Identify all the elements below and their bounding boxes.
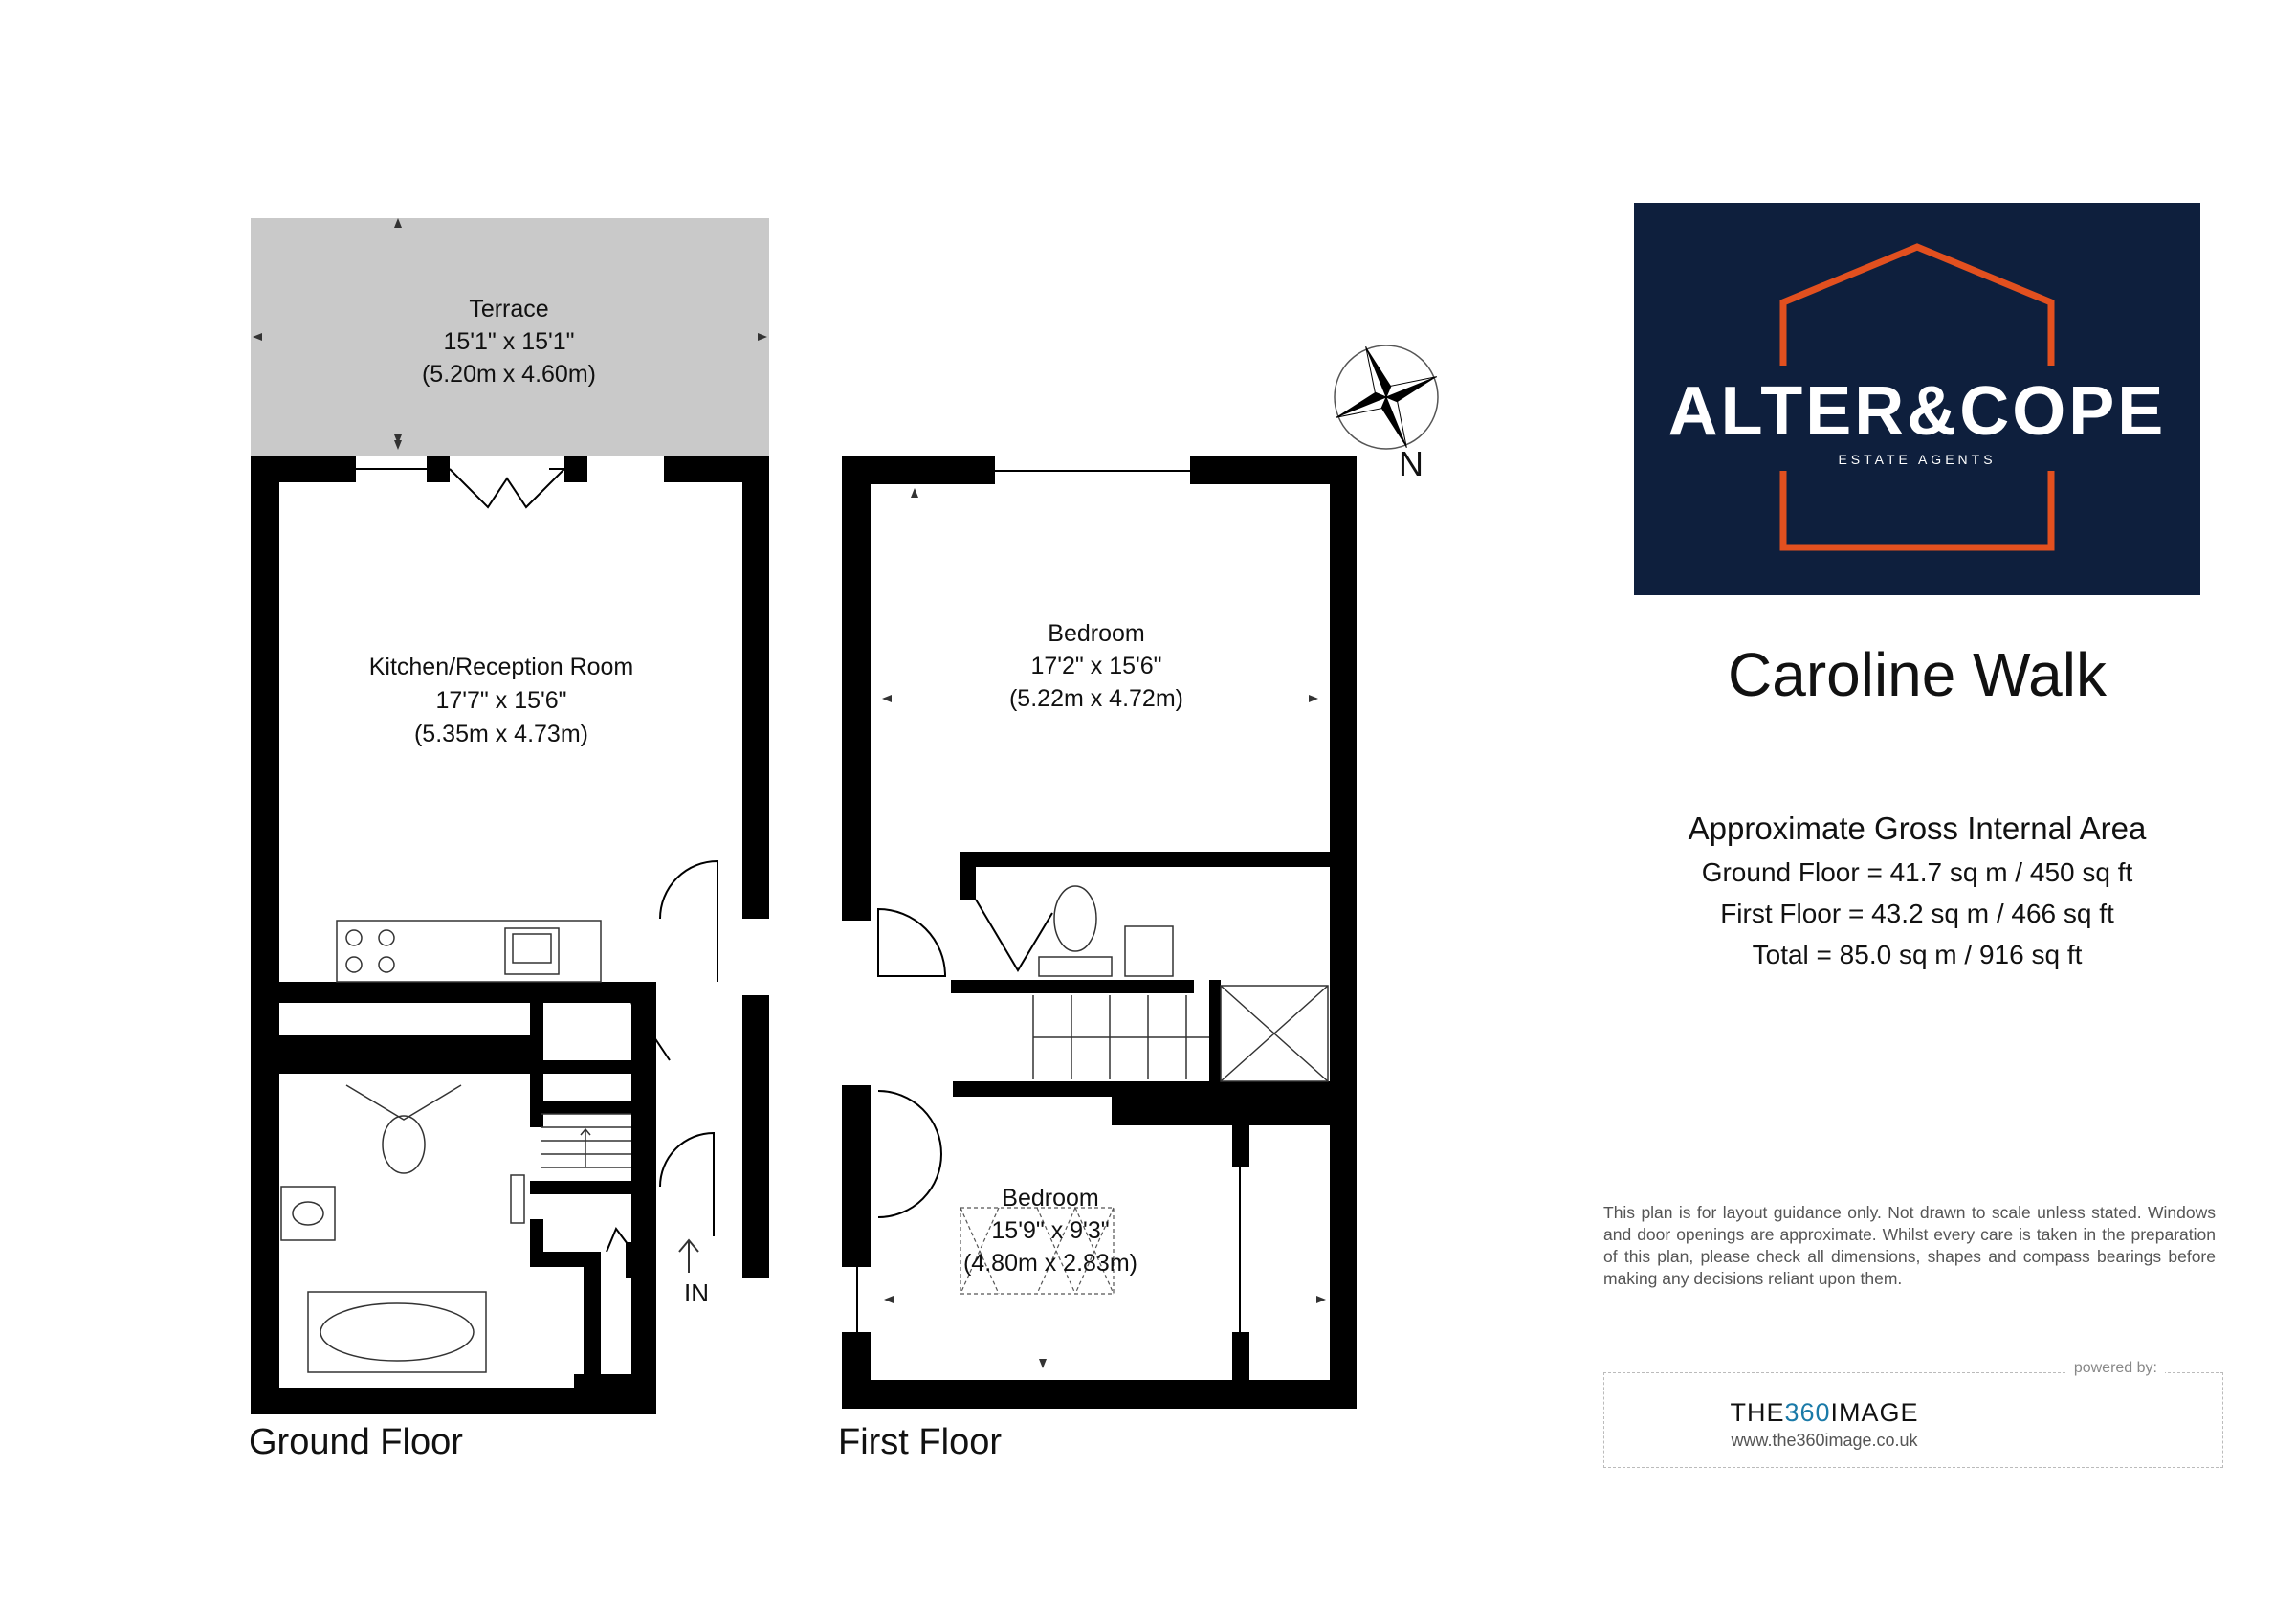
the360image-brand: [1604, 1398, 2044, 1428]
kitchen-units: [337, 921, 601, 982]
bedroom2-name: Bedroom: [1002, 1185, 1099, 1212]
bedroom1-imperial: 17'2" x 15'6": [1030, 653, 1162, 679]
first-stairs: [1033, 995, 1209, 1079]
bathroom-fittings: [281, 1085, 524, 1372]
terrace-name: Terrace: [469, 296, 549, 322]
area-total: Total = 85.0 sq m / 916 sq ft: [1752, 940, 2083, 969]
area-ground: Ground Floor = 41.7 sq m / 450 sq ft: [1701, 857, 2133, 887]
area-first: First Floor = 43.2 sq m / 466 sq ft: [1720, 899, 2114, 928]
powered-by-label: powered by:: [2066, 1360, 2165, 1377]
ground-floor-openings: [356, 469, 718, 1252]
entrance-arrow-icon: [679, 1240, 698, 1273]
first-floor-title: First Floor: [838, 1422, 1002, 1462]
terrace-imperial: 15'1" x 15'1": [443, 328, 575, 355]
logo-tagline: ESTATE AGENTS: [1838, 452, 1997, 467]
kitchen-imperial: 17'7" x 15'6": [435, 687, 567, 714]
brand-accent: 360: [1784, 1398, 1831, 1427]
ground-stairs: [541, 1114, 631, 1167]
brand-prefix: THE: [1730, 1398, 1785, 1427]
disclaimer-text: This plan is for layout guidance only. Not drawn to scale unless stated. Windows and door openings are approximate. Whilst every care is taken in the preparation of this plan, please check all dimensions, shapes and compass bearings before making any decisions reliant upon them.: [1603, 1203, 2216, 1288]
bedroom1-metric: (5.22m x 4.72m): [1008, 685, 1184, 712]
bedroom1-name: Bedroom: [1048, 620, 1145, 647]
terrace-metric: (5.20m x 4.60m): [421, 361, 597, 388]
compass-rose-icon: [1326, 337, 1446, 457]
area-heading: Approximate Gross Internal Area: [1688, 811, 2147, 846]
compass-north-label: N: [1399, 444, 1424, 483]
bedroom2-metric: (4.80m x 2.83m): [962, 1250, 1138, 1277]
agency-logo: [1634, 203, 2200, 595]
bedroom2-imperial: 15'9" x 9'3": [991, 1217, 1110, 1244]
brand-suffix: IMAGE: [1830, 1398, 1919, 1427]
ground-floor-title: Ground Floor: [249, 1422, 463, 1462]
first-floor-plan: [842, 456, 1357, 1409]
area-summary: [1634, 806, 2200, 975]
entrance-label: IN: [684, 1278, 709, 1307]
kitchen-name: Kitchen/Reception Room: [368, 654, 634, 680]
kitchen-metric: (5.35m x 4.73m): [413, 721, 589, 747]
logo-name: ALTER&COPE: [1667, 373, 2167, 450]
ground-floor-plan: [251, 218, 769, 1414]
property-title: Caroline Walk: [1728, 640, 2107, 709]
ground-floor-walls: [251, 456, 769, 1414]
powered-by-box: [1603, 1360, 2223, 1468]
the360image-url[interactable]: www.the360image.co.uk: [1731, 1431, 1918, 1450]
